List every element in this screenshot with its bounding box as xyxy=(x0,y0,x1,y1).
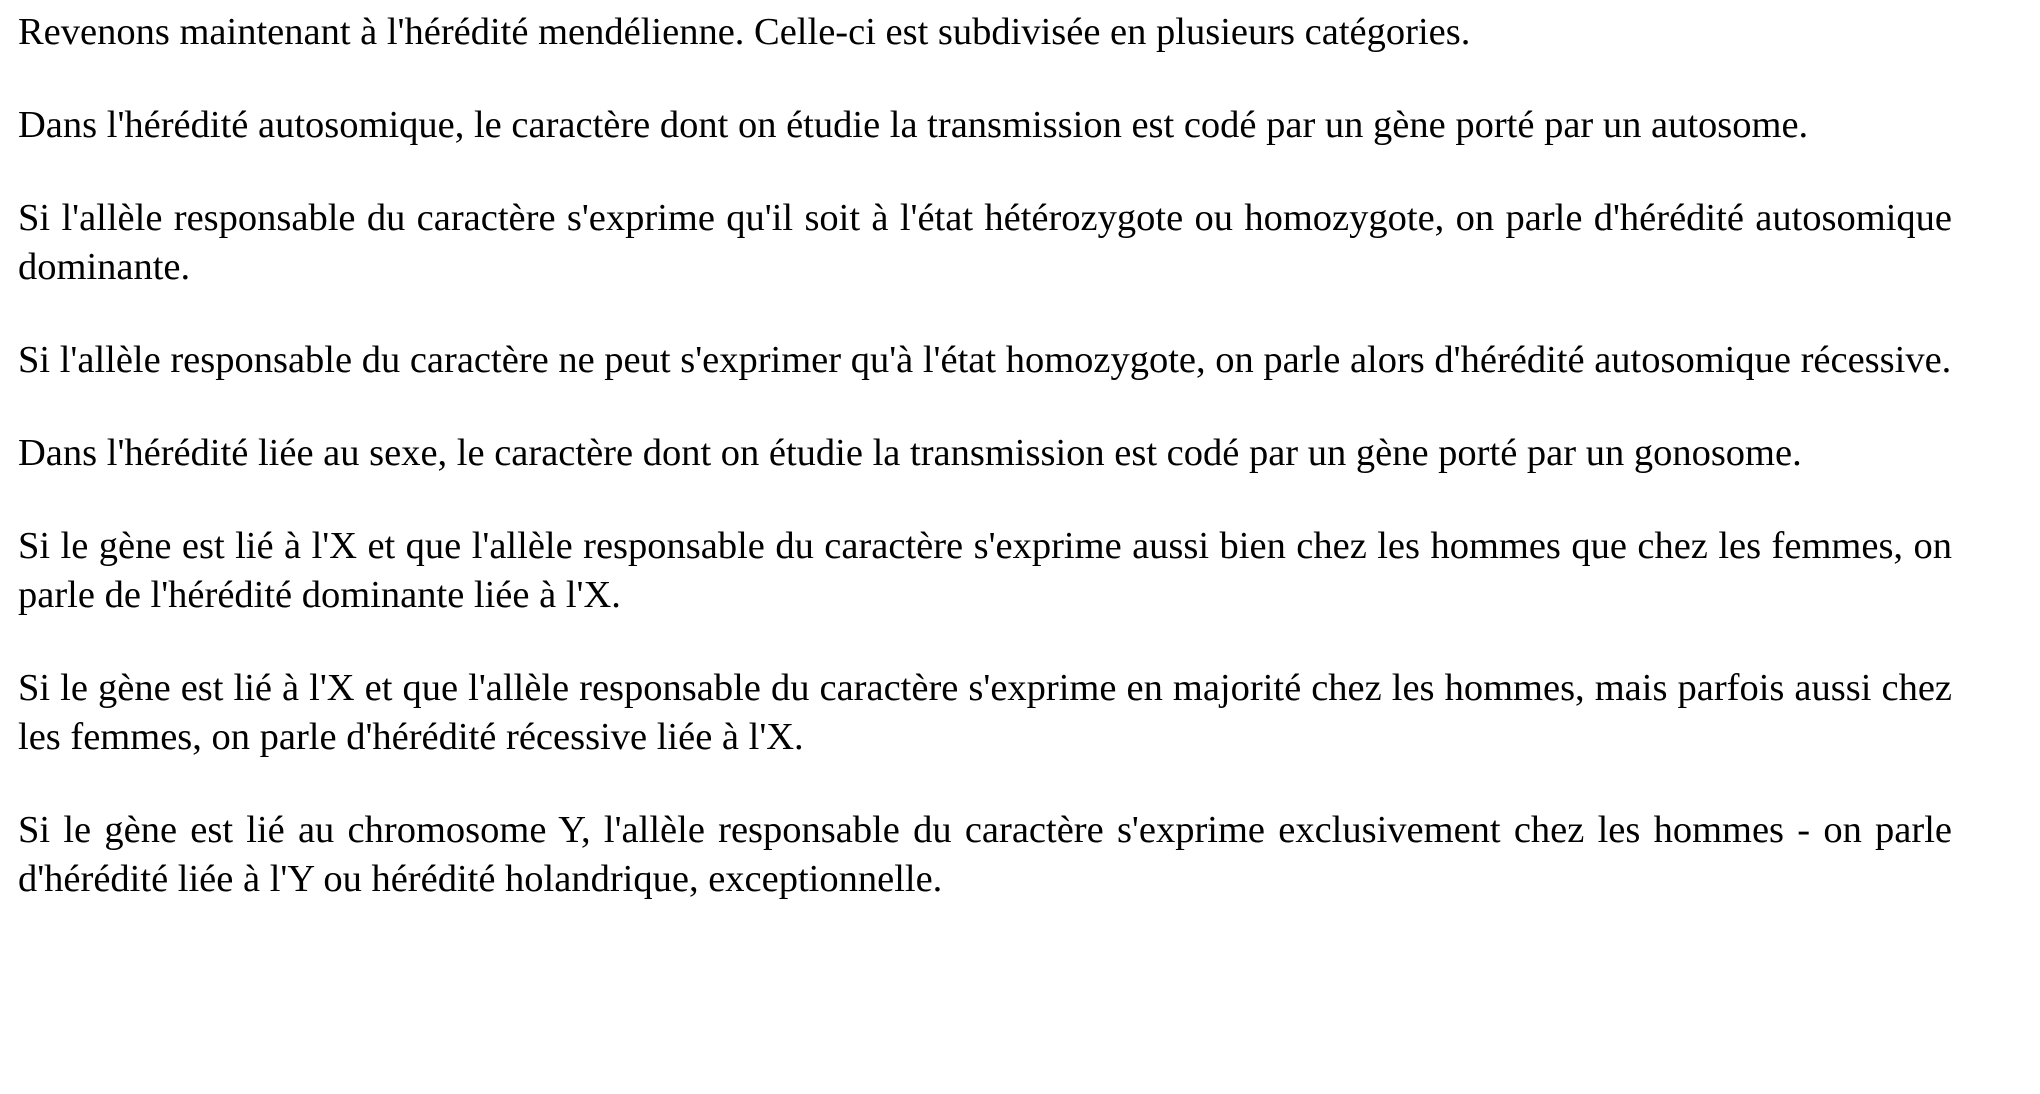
document-body xyxy=(18,8,1952,904)
paragraph-y-linked: Si le gène est lié au chromosome Y, l'allèle responsable du caractère s'exprime exclusivement chez les hommes - on parle d'hérédité liée à l'Y ou hérédité holandrique, exceptionnelle. xyxy=(18,809,1952,900)
paragraph-intro: Revenons maintenant à l'hérédité mendélienne. Celle-ci est subdivisée en plusieurs catégories. xyxy=(18,11,1471,53)
paragraph-autosomal-recessive: Si l'allèle responsable du caractère ne peut s'exprimer qu'à l'état homozygote, on parle alors d'hérédité autosomique récessive. xyxy=(18,339,1952,381)
paragraph-x-linked-recessive: Si le gène est lié à l'X et que l'allèle responsable du caractère s'exprime en majorité chez les hommes, mais parfois aussi chez les femmes, on parle d'hérédité récessive liée à l'X. xyxy=(18,667,1952,758)
paragraph-sex-linked: Dans l'hérédité liée au sexe, le caractère dont on étudie la transmission est codé par un gène porté par un gonosome. xyxy=(18,432,1802,474)
paragraph-autosomal-dominant: Si l'allèle responsable du caractère s'exprime qu'il soit à l'état hétérozygote ou homozygote, on parle d'hérédité autosomique dominante. xyxy=(18,197,1952,288)
paragraph-autosomal: Dans l'hérédité autosomique, le caractère dont on étudie la transmission est codé par un gène porté par un autosome. xyxy=(18,104,1809,146)
paragraph-x-linked-dominant: Si le gène est lié à l'X et que l'allèle responsable du caractère s'exprime aussi bien chez les hommes que chez les femmes, on parle de l'hérédité dominante liée à l'X. xyxy=(18,525,1952,616)
